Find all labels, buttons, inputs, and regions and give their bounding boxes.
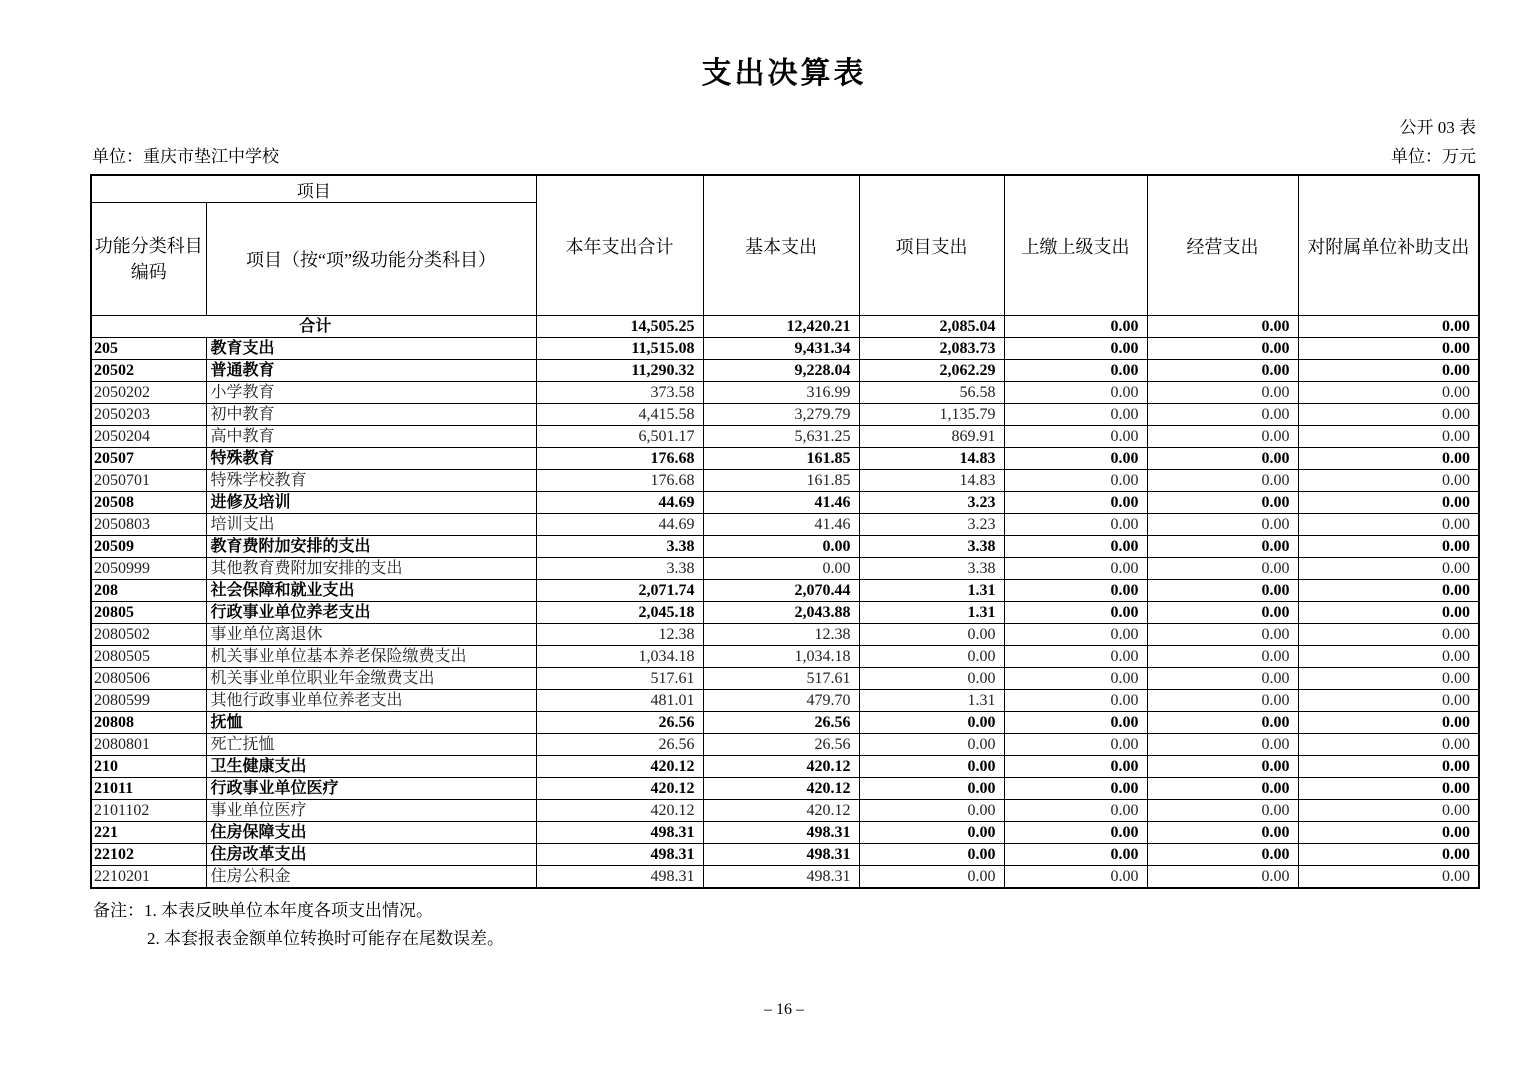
row-value: 517.61 (703, 668, 859, 690)
row-value: 3.38 (536, 558, 703, 580)
row-code: 21011 (91, 778, 206, 800)
row-value: 0.00 (1147, 404, 1298, 426)
row-value: 0.00 (859, 800, 1004, 822)
row-value: 373.58 (536, 382, 703, 404)
row-value: 0.00 (859, 866, 1004, 888)
row-value: 0.00 (1004, 360, 1147, 382)
row-value: 0.00 (1298, 470, 1479, 492)
table-row (91, 580, 1479, 602)
row-value: 0.00 (1004, 712, 1147, 734)
row-value: 1,034.18 (536, 646, 703, 668)
row-value: 0.00 (1004, 316, 1147, 338)
row-value: 9,431.34 (703, 338, 859, 360)
row-value: 498.31 (703, 822, 859, 844)
row-code: 20507 (91, 448, 206, 470)
row-value: 0.00 (1298, 492, 1479, 514)
row-value: 420.12 (536, 756, 703, 778)
table-row (91, 866, 1479, 888)
row-code: 20509 (91, 536, 206, 558)
row-value: 176.68 (536, 448, 703, 470)
table-row (91, 822, 1479, 844)
row-value: 4,415.58 (536, 404, 703, 426)
row-name: 卫生健康支出 (206, 756, 536, 778)
row-value: 44.69 (536, 514, 703, 536)
row-value: 0.00 (1004, 822, 1147, 844)
table-row (91, 712, 1479, 734)
table-row (91, 756, 1479, 778)
row-value: 420.12 (703, 800, 859, 822)
table-row (91, 404, 1479, 426)
row-value: 0.00 (1004, 492, 1147, 514)
row-value: 56.58 (859, 382, 1004, 404)
row-value: 0.00 (1298, 580, 1479, 602)
row-value: 0.00 (1298, 602, 1479, 624)
row-value: 0.00 (1298, 624, 1479, 646)
row-value: 0.00 (1298, 668, 1479, 690)
row-code: 20808 (91, 712, 206, 734)
row-value: 0.00 (1004, 338, 1147, 360)
row-value: 420.12 (703, 756, 859, 778)
row-value: 420.12 (703, 778, 859, 800)
row-value: 0.00 (859, 822, 1004, 844)
expenditure-table (90, 174, 1480, 889)
row-value: 0.00 (1147, 316, 1298, 338)
row-code: 221 (91, 822, 206, 844)
row-value: 498.31 (703, 844, 859, 866)
row-value: 1.31 (859, 690, 1004, 712)
column-header-operating: 经营支出 (1147, 175, 1298, 316)
table-row (91, 316, 1479, 338)
row-value: 498.31 (536, 844, 703, 866)
row-value: 0.00 (1298, 514, 1479, 536)
row-value: 420.12 (536, 800, 703, 822)
table-row (91, 558, 1479, 580)
row-value: 0.00 (1298, 316, 1479, 338)
table-row (91, 536, 1479, 558)
row-value: 0.00 (1004, 844, 1147, 866)
row-value: 12.38 (703, 624, 859, 646)
row-value: 0.00 (1298, 866, 1479, 888)
row-value: 26.56 (703, 712, 859, 734)
row-code: 20502 (91, 360, 206, 382)
row-value: 3.38 (536, 536, 703, 558)
row-name: 特殊学校教育 (206, 470, 536, 492)
row-code: 205 (91, 338, 206, 360)
row-name: 住房改革支出 (206, 844, 536, 866)
row-name: 其他教育费附加安排的支出 (206, 558, 536, 580)
row-code: 2050204 (91, 426, 206, 448)
row-value: 0.00 (1298, 360, 1479, 382)
row-value: 0.00 (1147, 624, 1298, 646)
row-name: 普通教育 (206, 360, 536, 382)
row-value: 0.00 (1298, 536, 1479, 558)
row-value: 0.00 (859, 734, 1004, 756)
row-value: 0.00 (1004, 646, 1147, 668)
row-name: 教育费附加安排的支出 (206, 536, 536, 558)
row-name: 死亡抚恤 (206, 734, 536, 756)
row-name: 事业单位离退休 (206, 624, 536, 646)
row-value: 0.00 (1147, 360, 1298, 382)
table-body (91, 316, 1479, 888)
row-value: 316.99 (703, 382, 859, 404)
row-value: 0.00 (1004, 536, 1147, 558)
reporting-unit-label: 单位：重庆市垫江中学校 (92, 147, 279, 166)
row-value: 0.00 (1004, 624, 1147, 646)
row-value: 1.31 (859, 602, 1004, 624)
row-value: 0.00 (1298, 800, 1479, 822)
row-value: 0.00 (859, 646, 1004, 668)
row-value: 0.00 (1298, 426, 1479, 448)
row-code: 2050203 (91, 404, 206, 426)
table-row (91, 844, 1479, 866)
table-row (91, 492, 1479, 514)
row-value: 12,420.21 (703, 316, 859, 338)
page-number: – 16 – (764, 1000, 804, 1018)
row-code: 20805 (91, 602, 206, 624)
table-row (91, 778, 1479, 800)
column-header-total: 本年支出合计 (536, 175, 703, 316)
row-value: 0.00 (1004, 668, 1147, 690)
row-value: 0.00 (1298, 382, 1479, 404)
row-code: 22102 (91, 844, 206, 866)
row-value: 0.00 (1298, 646, 1479, 668)
row-value: 5,631.25 (703, 426, 859, 448)
row-value: 0.00 (859, 668, 1004, 690)
row-code: 2101102 (91, 800, 206, 822)
table-row (91, 646, 1479, 668)
row-value: 0.00 (1004, 558, 1147, 580)
row-value: 0.00 (1004, 734, 1147, 756)
row-value: 0.00 (703, 558, 859, 580)
table-row (91, 514, 1479, 536)
row-value: 0.00 (1147, 470, 1298, 492)
row-value: 0.00 (1147, 646, 1298, 668)
column-header-basic: 基本支出 (703, 175, 859, 316)
row-value: 0.00 (1147, 382, 1298, 404)
row-value: 0.00 (1004, 404, 1147, 426)
table-row (91, 624, 1479, 646)
row-code: 20508 (91, 492, 206, 514)
row-value: 0.00 (1147, 536, 1298, 558)
row-name: 培训支出 (206, 514, 536, 536)
row-value: 0.00 (1298, 712, 1479, 734)
note-line-2: 2. 本套报表金额单位转换时可能存在尾数误差。 (147, 928, 504, 948)
row-value: 0.00 (1147, 778, 1298, 800)
row-code: 2080505 (91, 646, 206, 668)
row-name: 教育支出 (206, 338, 536, 360)
row-value: 2,085.04 (859, 316, 1004, 338)
row-name: 事业单位医疗 (206, 800, 536, 822)
row-code: 2080502 (91, 624, 206, 646)
row-name: 抚恤 (206, 712, 536, 734)
row-value: 0.00 (1147, 338, 1298, 360)
row-value: 41.46 (703, 514, 859, 536)
currency-unit-label: 单位：万元 (1391, 147, 1476, 166)
row-value: 9,228.04 (703, 360, 859, 382)
row-value: 2,083.73 (859, 338, 1004, 360)
row-code: 2050202 (91, 382, 206, 404)
row-value: 161.85 (703, 448, 859, 470)
row-value: 176.68 (536, 470, 703, 492)
row-value: 2,045.18 (536, 602, 703, 624)
row-value: 0.00 (1004, 514, 1147, 536)
table-row (91, 668, 1479, 690)
row-value: 517.61 (536, 668, 703, 690)
page-title: 支出决算表 (701, 57, 867, 90)
row-value: 0.00 (1298, 778, 1479, 800)
row-value: 0.00 (1298, 404, 1479, 426)
row-value: 0.00 (859, 844, 1004, 866)
row-value: 3,279.79 (703, 404, 859, 426)
row-name: 机关事业单位基本养老保险缴费支出 (206, 646, 536, 668)
row-value: 26.56 (536, 712, 703, 734)
row-value: 0.00 (1147, 822, 1298, 844)
row-name: 社会保障和就业支出 (206, 580, 536, 602)
row-code: 2050999 (91, 558, 206, 580)
row-value: 0.00 (1298, 822, 1479, 844)
row-code: 2210201 (91, 866, 206, 888)
row-code: 2080801 (91, 734, 206, 756)
row-value: 0.00 (1298, 558, 1479, 580)
row-value: 0.00 (1004, 382, 1147, 404)
row-value: 0.00 (1004, 448, 1147, 470)
row-name: 其他行政事业单位养老支出 (206, 690, 536, 712)
row-value: 2,043.88 (703, 602, 859, 624)
row-value: 44.69 (536, 492, 703, 514)
row-value: 161.85 (703, 470, 859, 492)
row-value: 0.00 (1147, 800, 1298, 822)
row-value: 0.00 (1147, 492, 1298, 514)
row-value: 26.56 (703, 734, 859, 756)
row-name: 住房公积金 (206, 866, 536, 888)
row-value: 0.00 (1147, 580, 1298, 602)
column-header-name: 项目（按“项”级功能分类科目） (206, 203, 536, 316)
row-value: 1,034.18 (703, 646, 859, 668)
document-page (90, 0, 1478, 1019)
row-value: 3.38 (859, 536, 1004, 558)
table-header (91, 175, 1479, 316)
row-value: 3.23 (859, 492, 1004, 514)
row-value: 14.83 (859, 448, 1004, 470)
row-value: 0.00 (1147, 712, 1298, 734)
table-row (91, 382, 1479, 404)
row-value: 479.70 (703, 690, 859, 712)
row-value: 420.12 (536, 778, 703, 800)
row-value: 0.00 (1147, 690, 1298, 712)
row-value: 2,070.44 (703, 580, 859, 602)
row-value: 0.00 (1004, 800, 1147, 822)
row-value: 0.00 (1147, 426, 1298, 448)
row-value: 0.00 (1004, 470, 1147, 492)
note-line-1: 备注：1. 本表反映单位本年度各项支出情况。 (93, 900, 433, 920)
row-value: 1,135.79 (859, 404, 1004, 426)
row-code: 2050803 (91, 514, 206, 536)
table-row (91, 734, 1479, 756)
row-value: 0.00 (1004, 690, 1147, 712)
row-total-label: 合计 (91, 316, 536, 338)
row-value: 0.00 (1298, 756, 1479, 778)
row-value: 0.00 (703, 536, 859, 558)
row-value: 498.31 (536, 822, 703, 844)
row-value: 11,515.08 (536, 338, 703, 360)
row-name: 机关事业单位职业年金缴费支出 (206, 668, 536, 690)
row-value: 481.01 (536, 690, 703, 712)
row-code: 2080599 (91, 690, 206, 712)
row-value: 6,501.17 (536, 426, 703, 448)
row-name: 住房保障支出 (206, 822, 536, 844)
row-value: 0.00 (859, 778, 1004, 800)
row-value: 3.38 (859, 558, 1004, 580)
row-value: 2,062.29 (859, 360, 1004, 382)
row-value: 14,505.25 (536, 316, 703, 338)
row-value: 0.00 (859, 756, 1004, 778)
column-header-code: 功能分类科目 编码 (91, 203, 206, 316)
table-row (91, 690, 1479, 712)
row-name: 初中教育 (206, 404, 536, 426)
row-value: 3.23 (859, 514, 1004, 536)
row-value: 0.00 (1298, 448, 1479, 470)
row-value: 0.00 (1147, 844, 1298, 866)
table-row (91, 360, 1479, 382)
row-value: 0.00 (1004, 778, 1147, 800)
column-header-upper-level: 上缴上级支出 (1004, 175, 1147, 316)
row-value: 0.00 (1298, 734, 1479, 756)
row-value: 0.00 (1298, 690, 1479, 712)
row-value: 0.00 (1004, 580, 1147, 602)
unit-row (90, 146, 1478, 168)
table-row (91, 800, 1479, 822)
row-value: 0.00 (1004, 602, 1147, 624)
row-name: 行政事业单位养老支出 (206, 602, 536, 624)
table-row (91, 338, 1479, 360)
row-code: 2080506 (91, 668, 206, 690)
notes-section (90, 897, 1478, 953)
row-value: 2,071.74 (536, 580, 703, 602)
row-value: 11,290.32 (536, 360, 703, 382)
row-value: 0.00 (859, 624, 1004, 646)
row-value: 869.91 (859, 426, 1004, 448)
row-value: 0.00 (1147, 448, 1298, 470)
row-value: 1.31 (859, 580, 1004, 602)
row-value: 12.38 (536, 624, 703, 646)
table-row (91, 426, 1479, 448)
row-value: 498.31 (703, 866, 859, 888)
row-value: 0.00 (1147, 756, 1298, 778)
row-code: 2050701 (91, 470, 206, 492)
column-group-header: 项目 (91, 175, 536, 203)
row-value: 14.83 (859, 470, 1004, 492)
row-value: 0.00 (1004, 756, 1147, 778)
row-value: 0.00 (1147, 558, 1298, 580)
row-value: 0.00 (1004, 866, 1147, 888)
table-row (91, 448, 1479, 470)
row-value: 0.00 (1147, 668, 1298, 690)
row-name: 特殊教育 (206, 448, 536, 470)
row-value: 0.00 (1004, 426, 1147, 448)
column-header-subsidy: 对附属单位补助支出 (1298, 175, 1479, 316)
row-name: 小学教育 (206, 382, 536, 404)
table-row (91, 470, 1479, 492)
row-name: 行政事业单位医疗 (206, 778, 536, 800)
row-name: 进修及培训 (206, 492, 536, 514)
form-number-label: 公开 03 表 (1399, 118, 1476, 137)
row-value: 0.00 (1147, 734, 1298, 756)
row-value: 0.00 (1298, 338, 1479, 360)
row-code: 210 (91, 756, 206, 778)
row-value: 498.31 (536, 866, 703, 888)
row-value: 0.00 (1147, 866, 1298, 888)
row-value: 0.00 (1147, 602, 1298, 624)
row-value: 0.00 (1147, 514, 1298, 536)
row-code: 208 (91, 580, 206, 602)
column-header-project: 项目支出 (859, 175, 1004, 316)
row-value: 0.00 (859, 712, 1004, 734)
row-value: 41.46 (703, 492, 859, 514)
row-value: 0.00 (1298, 844, 1479, 866)
table-row (91, 602, 1479, 624)
row-value: 26.56 (536, 734, 703, 756)
row-name: 高中教育 (206, 426, 536, 448)
